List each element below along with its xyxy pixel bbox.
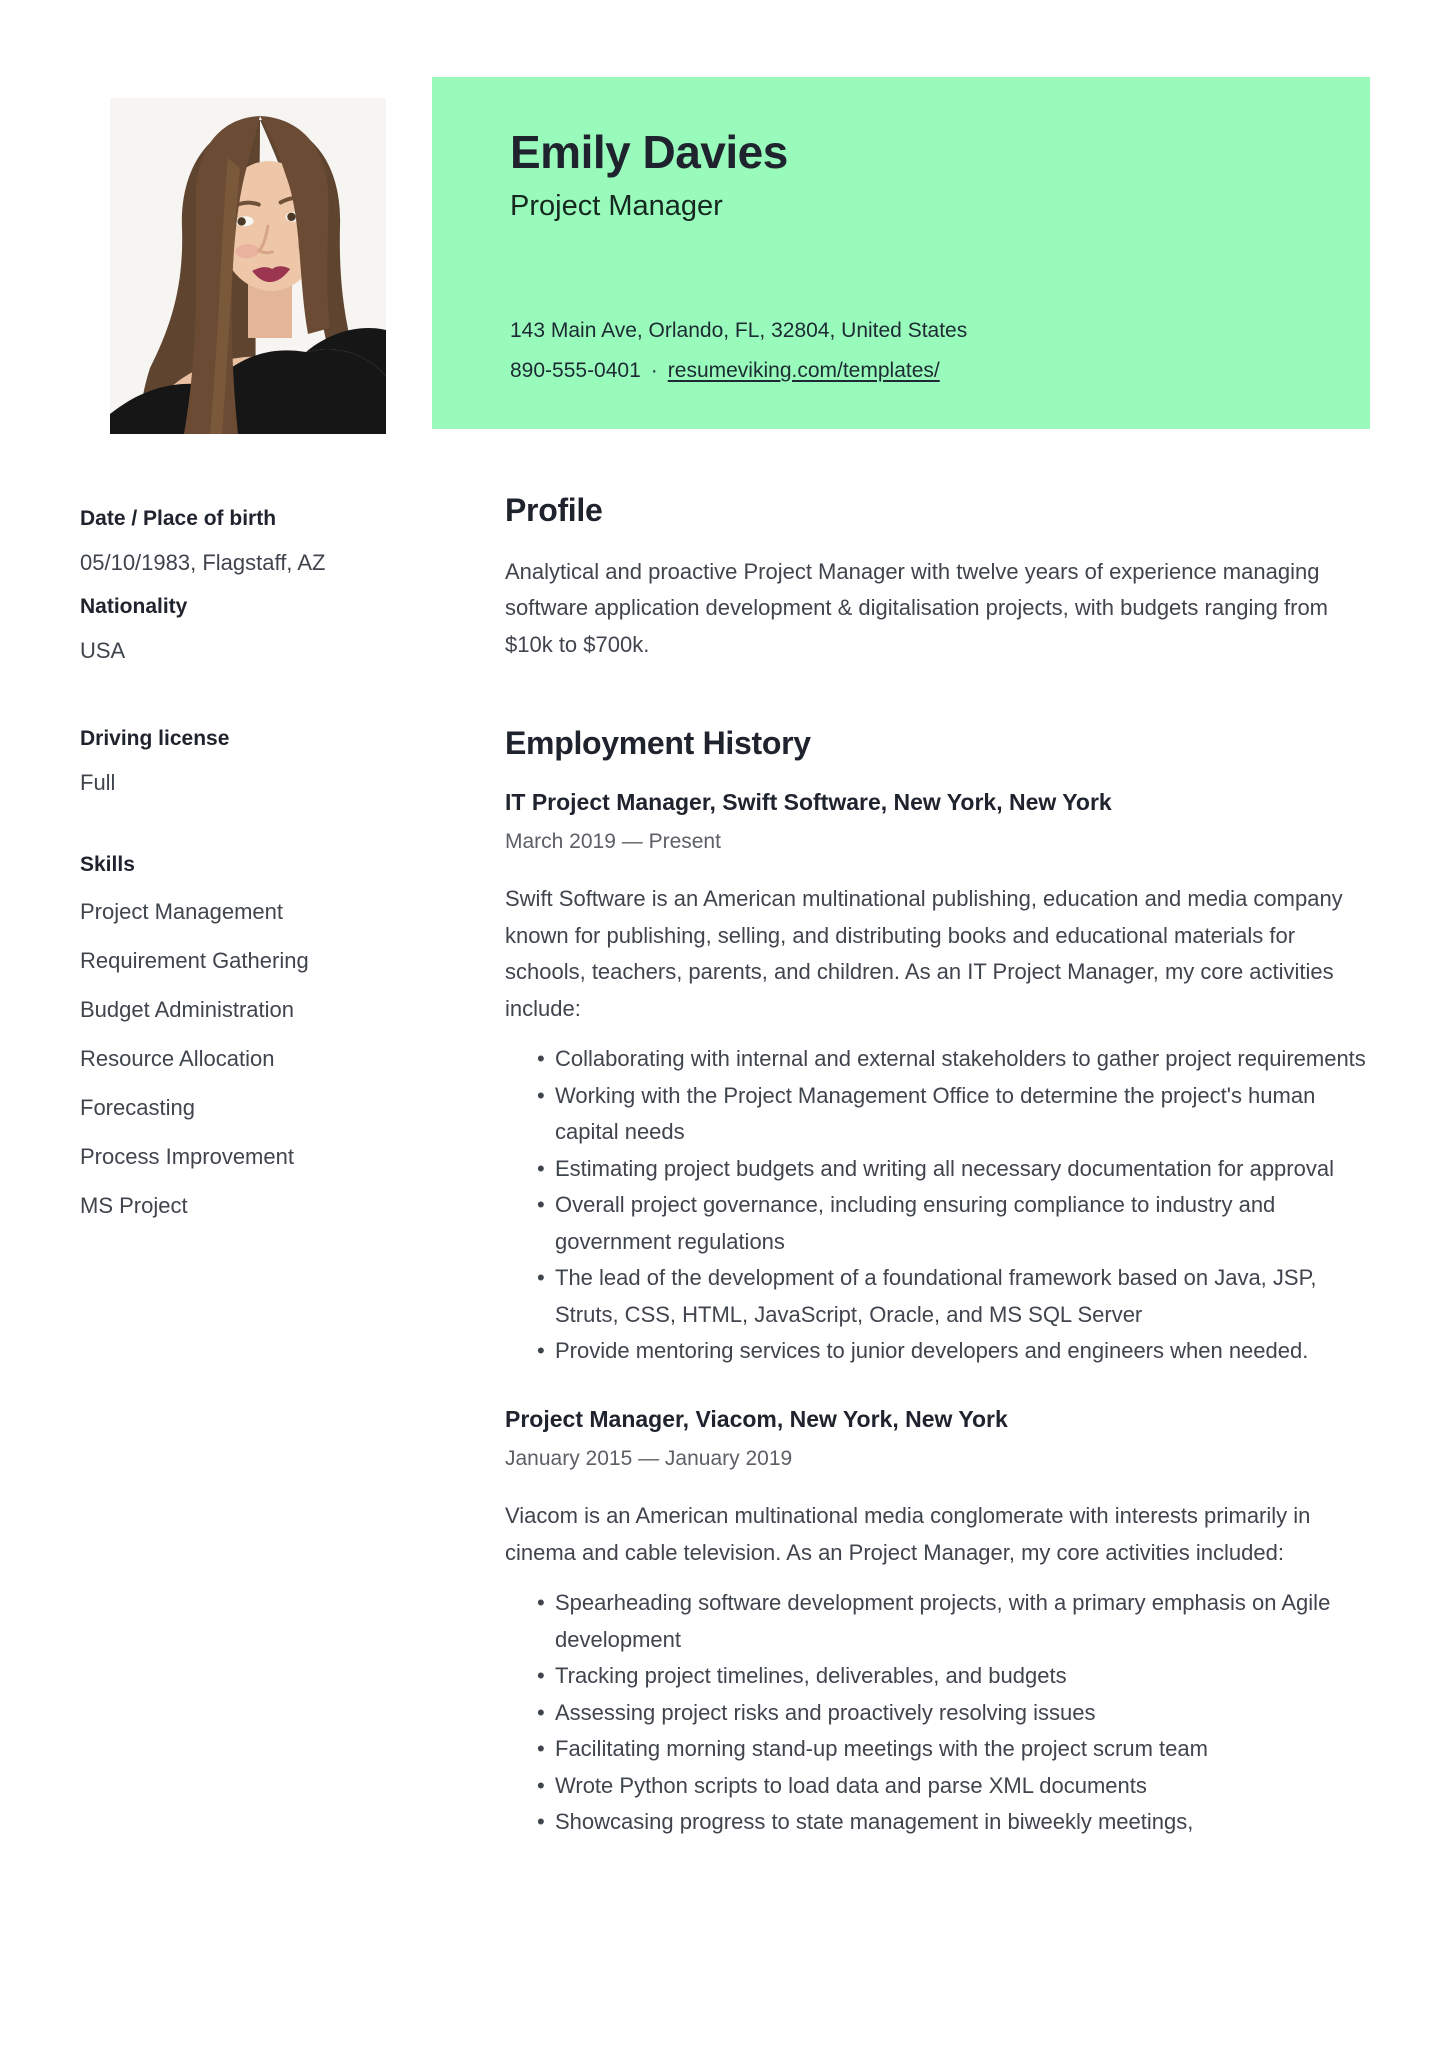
birth-value: 05/10/1983, Flagstaff, AZ bbox=[80, 550, 326, 575]
job-bullet: • Provide mentoring services to junior developers and engineers when needed. bbox=[505, 1333, 1370, 1370]
job-bullet-list bbox=[505, 1585, 1370, 1841]
job-bullet: • Working with the Project Management Office to determine the project's human capital needs bbox=[505, 1078, 1370, 1151]
job-bullet: • Estimating project budgets and writing all necessary documentation for approval bbox=[505, 1151, 1370, 1188]
skill-item: Forecasting bbox=[80, 1095, 195, 1120]
job-bullet: • Assessing project risks and proactively resolving issues bbox=[505, 1695, 1370, 1732]
contact-phone-line bbox=[510, 351, 1310, 391]
sidebar bbox=[80, 497, 450, 1274]
nationality-value: USA bbox=[80, 638, 126, 663]
job-bullet: • Tracking project timelines, deliverables, and budgets bbox=[505, 1658, 1370, 1695]
sidebar-birth-nationality-block bbox=[80, 497, 450, 673]
contact-info bbox=[510, 311, 1310, 391]
sidebar-skills-block bbox=[80, 843, 450, 1230]
driving-license-label: Driving license bbox=[80, 727, 230, 750]
job-dates: January 2015 — January 2019 bbox=[505, 1446, 793, 1470]
job-bullet: • Collaborating with internal and external stakeholders to gather project requirements bbox=[505, 1041, 1370, 1078]
skill-item: Budget Administration bbox=[80, 997, 295, 1022]
job-title: IT Project Manager, Swift Software, New York, New York bbox=[505, 788, 1112, 815]
skill-item: Process Improvement bbox=[80, 1144, 294, 1169]
job-bullet-list bbox=[505, 1041, 1370, 1370]
contact-address: 143 Main Ave, Orlando, FL, 32804, United States bbox=[510, 319, 968, 343]
job-bullet: • Wrote Python scripts to load data and parse XML documents bbox=[505, 1768, 1370, 1805]
person-job-title: Project Manager bbox=[510, 189, 723, 222]
job-bullet: • The lead of the development of a foundational framework based on Java, JSP, Struts, CSS, HTML, JavaScript, Oracle, and MS SQL Server bbox=[505, 1260, 1370, 1333]
skill-item: Resource Allocation bbox=[80, 1046, 275, 1071]
job-entry-swift-software bbox=[505, 787, 1370, 1370]
profile-photo bbox=[110, 98, 386, 434]
job-description: Swift Software is an American multinational publishing, education and media company known for publishing, selling, and distributing books and educational materials for schools, teachers, parents, and children. As an IT Project Manager, my core activities include: bbox=[505, 886, 1343, 1021]
job-bullet: • Spearheading software development projects, with a primary emphasis on Agile development bbox=[505, 1585, 1370, 1658]
profile-heading: Profile bbox=[505, 492, 603, 528]
job-dates: March 2019 — Present bbox=[505, 829, 721, 853]
job-bullet: • Overall project governance, including ensuring compliance to industry and government regulations bbox=[505, 1187, 1370, 1260]
skill-item: Project Management bbox=[80, 899, 283, 924]
job-title: Project Manager, Viacom, New York, New York bbox=[505, 1405, 1008, 1432]
skill-item: MS Project bbox=[80, 1193, 188, 1218]
portrait-illustration bbox=[110, 98, 386, 434]
birth-label: Date / Place of birth bbox=[80, 507, 277, 530]
driving-license-value: Full bbox=[80, 770, 116, 795]
job-bullet: • Showcasing progress to state management in biweekly meetings, bbox=[505, 1804, 1370, 1841]
nationality-label: Nationality bbox=[80, 595, 188, 618]
skills-list bbox=[80, 887, 450, 1230]
employment-heading: Employment History bbox=[505, 725, 811, 762]
contact-separator: · bbox=[650, 359, 658, 383]
person-name: Emily Davies bbox=[510, 126, 788, 178]
skill-item: Requirement Gathering bbox=[80, 948, 309, 973]
header-block bbox=[432, 77, 1370, 429]
sidebar-driving-block bbox=[80, 717, 450, 805]
job-entry-viacom bbox=[505, 1404, 1370, 1841]
skills-label: Skills bbox=[80, 853, 135, 876]
profile-text: Analytical and proactive Project Manager with twelve years of experience managing software application development & digitalisation projects, with budgets ranging from $10k to $700k. bbox=[505, 558, 1329, 657]
main-column bbox=[505, 490, 1370, 1841]
job-bullet: • Facilitating morning stand-up meetings with the project scrum team bbox=[505, 1731, 1370, 1768]
job-description: Viacom is an American multinational media conglomerate with interests primarily in cinema and cable television. As an Project Manager, my core activities included: bbox=[505, 1503, 1311, 1565]
contact-website-link[interactable]: resumeviking.com/templates/ bbox=[667, 359, 940, 383]
contact-phone: 890-555-0401 bbox=[510, 359, 641, 383]
